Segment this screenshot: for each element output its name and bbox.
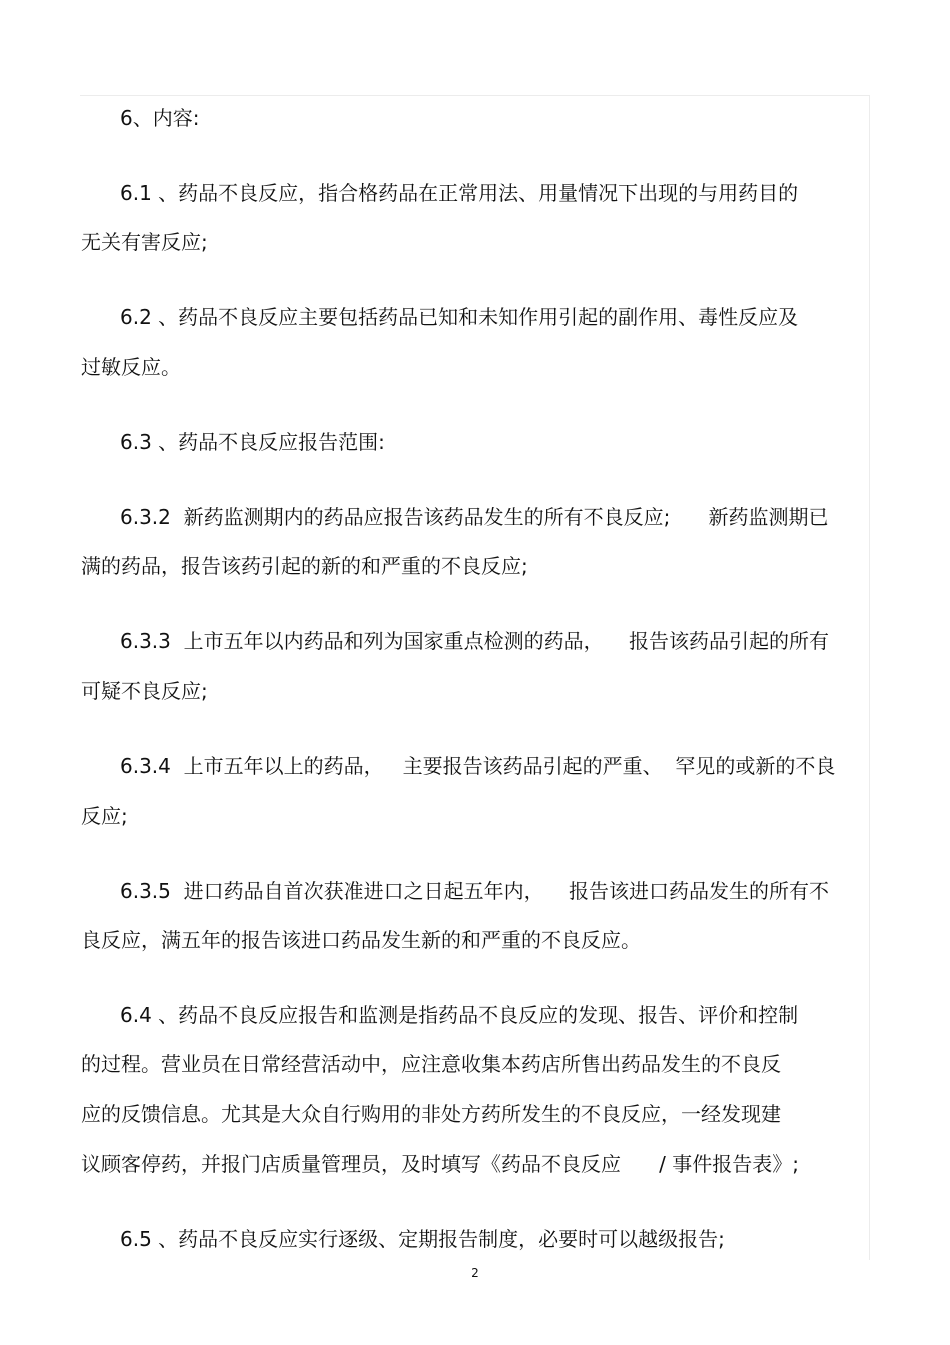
paragraph-line: 良反应，满五年的报告该进口药品发生新的和严重的不良反应。 [81, 928, 641, 952]
paragraph-line: 满的药品，报告该药引起的新的和严重的不良反应; [81, 554, 528, 578]
paragraph-line: 可疑不良反应; [81, 679, 208, 703]
paragraph-line: 6.3.5 进口药品自首次获准进口之日起五年内， 报告该进口药品发生的所有不 [120, 879, 830, 903]
paragraph-line: 6.2 、药品不良反应主要包括药品已知和未知作用引起的副作用、毒性反应及 [120, 305, 799, 329]
page-number: 2 [471, 1266, 479, 1280]
paragraph-line: 反应; [81, 804, 128, 828]
paragraph-line: 6.5 、药品不良反应实行逐级、定期报告制度，必要时可以越级报告; [120, 1227, 725, 1251]
paragraph-line: 6.3.3 上市五年以内药品和列为国家重点检测的药品， 报告该药品引起的所有 [120, 629, 830, 653]
section-heading: 6、内容: [120, 106, 200, 130]
paragraph-line: 6.3 、药品不良反应报告范围: [120, 430, 385, 454]
paragraph-line: 过敏反应。 [81, 355, 181, 379]
paragraph-line: 6.3.4 上市五年以上的药品， 主要报告该药品引起的严重、 罕见的或新的不良 [120, 754, 836, 778]
paragraph-line: 的过程。营业员在日常经营活动中，应注意收集本药店所售出药品发生的不良反 [81, 1052, 781, 1076]
paragraph-line: 6.4 、药品不良反应报告和监测是指药品不良反应的发现、报告、评价和控制 [120, 1003, 799, 1027]
paragraph-line: 议顾客停药，并报门店质量管理员，及时填写《药品不良反应 / 事件报告表》; [81, 1152, 799, 1176]
paragraph-line: 6.1 、药品不良反应，指合格药品在正常用法、用量情况下出现的与用药目的 [120, 181, 799, 205]
page-frame-right-border [869, 95, 870, 1260]
page-frame-top-border [80, 95, 870, 96]
paragraph-line: 6.3.2 新药监测期内的药品应报告该药品发生的所有不良反应; 新药监测期已 [120, 505, 829, 529]
paragraph-line: 应的反馈信息。尤其是大众自行购用的非处方药所发生的不良反应，一经发现建 [81, 1102, 781, 1126]
paragraph-line: 无关有害反应; [81, 230, 208, 254]
